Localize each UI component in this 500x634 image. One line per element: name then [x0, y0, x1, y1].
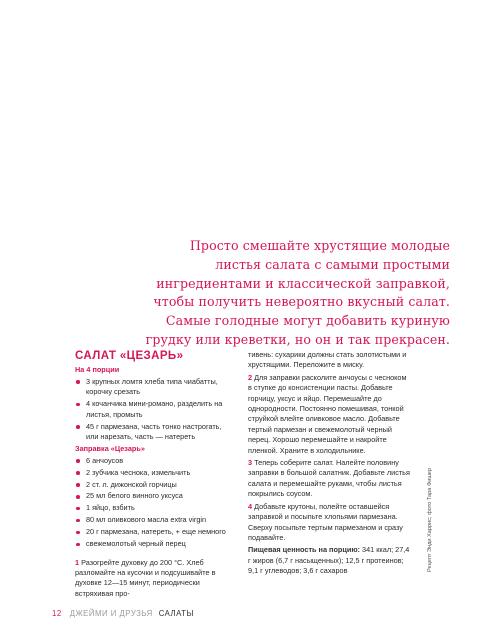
list-item: 20 г пармезана, натереть, + еще немного [75, 527, 227, 537]
step-3 [248, 458, 410, 500]
list-item: свежемолотый черный перец [75, 539, 227, 549]
intro-paragraph [120, 237, 450, 350]
step-text: Теперь соберите салат. Налейте половину заправки в большой салатник. Добавьте листья салата и перемешайте руками, чтобы листья покрылись соусом. [248, 458, 410, 499]
ingredients-list [75, 377, 227, 442]
intro-line: Самые голодные могут добавить куриную [165, 313, 450, 329]
servings-label: На 4 порции [75, 365, 120, 374]
list-item: 80 мл оливкового масла extra virgin [75, 515, 227, 525]
intro-line: ингредиентами и классической заправкой, [156, 275, 450, 291]
list-item: 45 г пармезана, часть тонко настрогать, или нарезать, часть — натереть [75, 422, 227, 443]
list-item: 2 ст. л. дижонской горчицы [75, 480, 227, 490]
step-4 [248, 502, 410, 544]
intro-line: Просто смешайте хрустящие молодые [189, 238, 450, 253]
step-text: тивень: сухарики должны стать золотистыми и хрустящими. Переложите в миску. [248, 350, 407, 370]
list-item: 25 мл белого винного уксуса [75, 491, 227, 501]
list-item: 4 кочанчика мини-романо, разделить на листья, промыть [75, 399, 227, 420]
page-footer [52, 609, 194, 618]
section-title: САЛАТЫ [158, 609, 194, 618]
page-number: 12 [52, 609, 62, 618]
recipe-column-left [75, 350, 227, 601]
dressing-heading: Заправка «Цезарь» [75, 443, 145, 453]
step-1 [75, 558, 227, 600]
nutrition-info [248, 545, 410, 576]
list-item: 3 крупных ломтя хлеба типа чиабатты, корочку срезать [75, 377, 227, 398]
intro-line: чтобы получить невероятно вкусный салат. [153, 294, 450, 310]
step-1-continued [248, 350, 410, 371]
book-title: ДЖЕЙМИ И ДРУЗЬЯ [69, 609, 153, 618]
recipe-column-right [248, 350, 410, 579]
intro-line: грудку или креветки, но он и так прекрасен. [145, 331, 450, 347]
step-number: 3 [248, 458, 253, 468]
step-text: Добавьте крутоны, полейте оставшейся заправкой и посыпьте хлопьями пармезана. Сверху посыпьте тертым пармезаном и сразу подавайте. [248, 501, 403, 542]
photo-credit: Рецепт Энди Харрис; фото Тара Фишер [427, 467, 433, 572]
step-number: 4 [248, 501, 253, 511]
dressing-list [75, 456, 227, 550]
list-item: 1 яйцо, взбить [75, 503, 227, 513]
step-number: 1 [75, 557, 80, 567]
recipe-title: САЛАТ «ЦЕЗАРЬ» [75, 350, 184, 362]
list-item: 6 анчоусов [75, 456, 227, 466]
nutrition-values: 341 ккал; 27,4 г жиров (6,7 г насыщенных); 12,5 г протеинов; 9,1 г углеводов; 3,6 г сахаров [248, 545, 410, 576]
step-number: 2 [248, 372, 253, 382]
nutrition-label: Пищевая ценность на порцию: [248, 545, 360, 555]
step-text: Разогрейте духовку до 200 °С. Хлеб разломайте на кусочки и подсушивайте в духовке 12—15 минут, периодически встряхивая про- [75, 557, 216, 598]
intro-line: листья салата с самыми простыми [215, 256, 450, 272]
list-item: 2 зубчика чеснока, измельчить [75, 468, 227, 478]
step-2 [248, 373, 410, 456]
step-text: Для заправки расколите анчоусы с чесноком в ступке до консистенции пасты. Добавьте горчицу, уксус и яйцо. Перемешайте до однородности. Постоянно помешивая, тонкой струйкой влейте оливковое масло. Добавьте тертый пармезан и свежемолотый черный перец. Хорошо перемешайте и накройте пленкой. Храните в холодильнике. [248, 372, 407, 455]
